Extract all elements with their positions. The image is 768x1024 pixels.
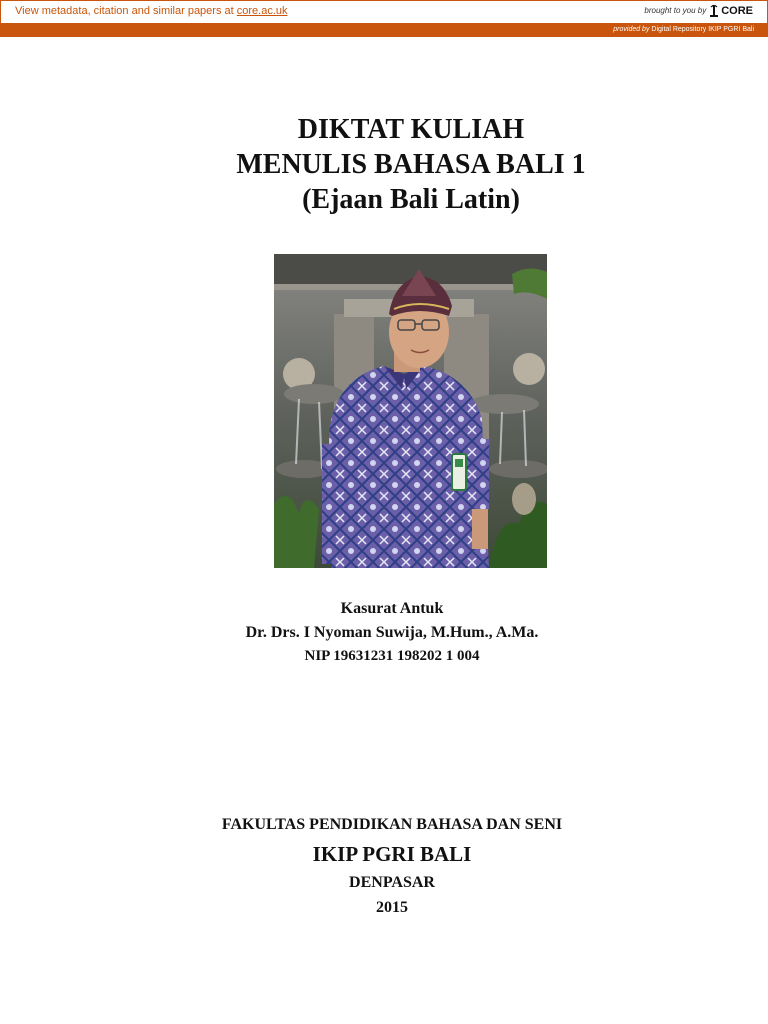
- institution-city: DENPASAR: [349, 874, 435, 891]
- core-link[interactable]: core.ac.uk: [236, 5, 288, 17]
- core-brought-text: brought to you by: [644, 6, 707, 15]
- author-name: Dr. Drs. I Nyoman Suwija, M.Hum., A.Ma.: [245, 624, 539, 641]
- faculty-name: FAKULTAS PENDIDIKAN BAHASA DAN SENI: [221, 816, 563, 833]
- author-photo-image: [274, 254, 547, 568]
- institution-name: IKIP PGRI BALI: [312, 842, 472, 866]
- title-line-2: MENULIS BAHASA BALI 1: [236, 149, 586, 180]
- title-line-3: (Ejaan Bali Latin): [302, 184, 520, 215]
- author-photo: [274, 254, 547, 568]
- core-logo-text: CORE: [721, 4, 753, 17]
- document-title: [0, 112, 768, 217]
- core-logo[interactable]: [709, 4, 753, 17]
- core-metadata-notice: [15, 5, 288, 17]
- core-provided-source[interactable]: Digital Repository IKIP PGRI Bali: [651, 26, 754, 33]
- author-nip: NIP 19631231 198202 1 004: [304, 648, 480, 664]
- core-banner: [0, 0, 768, 24]
- core-logo-icon: [709, 4, 719, 17]
- core-provided-prefix: provided by: [613, 26, 650, 33]
- core-provided-by: [613, 26, 754, 33]
- core-brought-by[interactable]: [644, 4, 753, 17]
- core-provided-bar: [0, 24, 768, 37]
- core-view-text: View metadata, citation and similar papers at: [15, 5, 234, 17]
- title-line-1: DIKTAT KULIAH: [297, 114, 525, 145]
- author-label: Kasurat Antuk: [340, 600, 444, 617]
- publication-year: 2015: [376, 899, 408, 916]
